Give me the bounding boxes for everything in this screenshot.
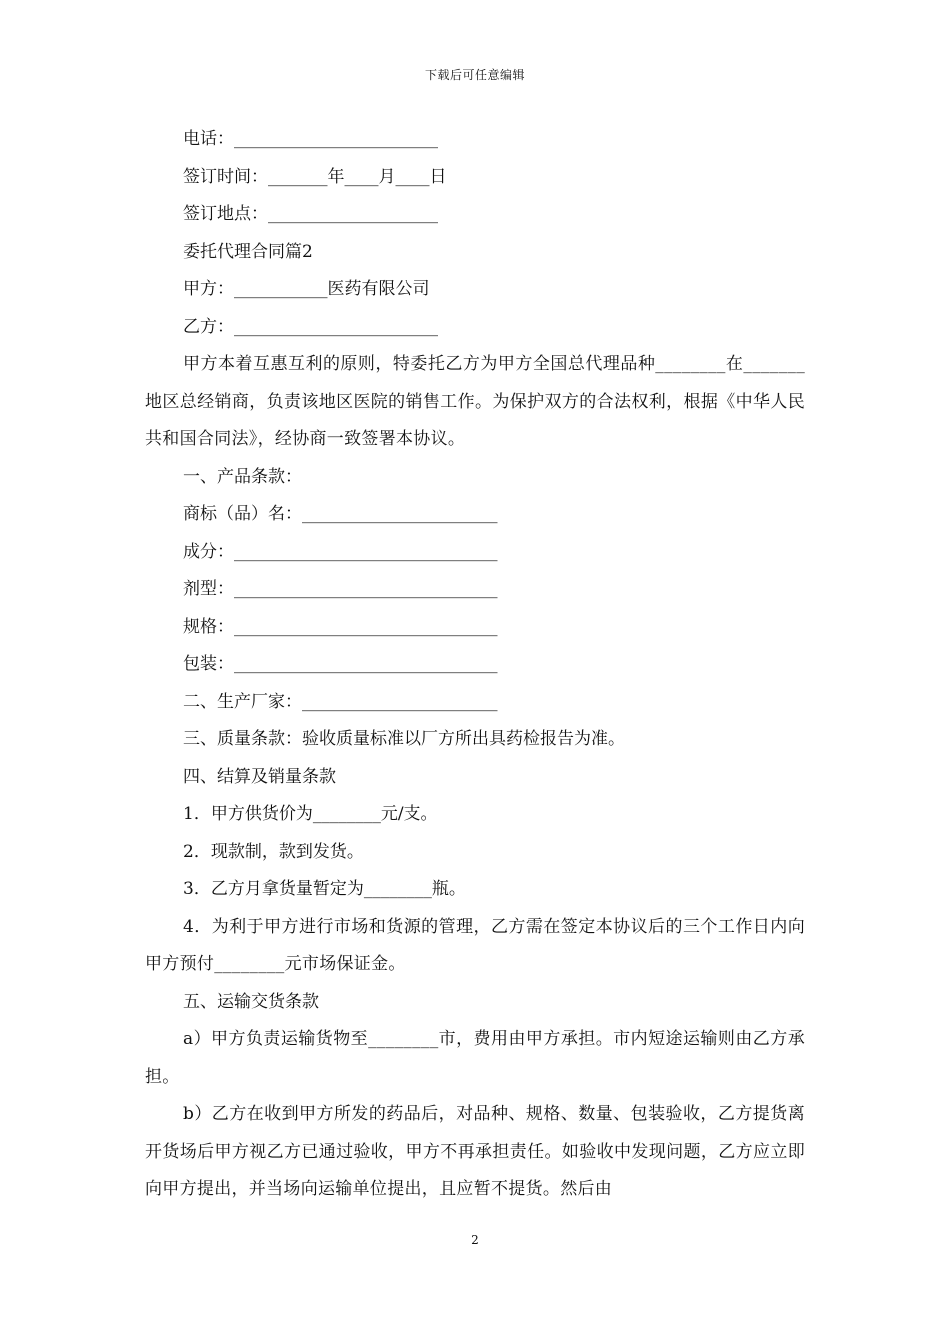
section5-title: 五、运输交货条款 xyxy=(183,991,319,1012)
section4-item3: 3．乙方月拿货量暂定为________瓶。 xyxy=(183,879,466,899)
intro-paragraph: 甲方本着互惠互利的原则，特委托乙方为甲方全国总代理品种________在_______地区总经销商，负责该地区医院的销售工作。为保护双方的合法权利，根据《中华人民共和国合同法》，经协商一致签署本协议。 xyxy=(145,354,805,449)
phone-line: 电话：________________________ xyxy=(183,129,438,149)
packaging-line: 包装：_______________________________ xyxy=(183,654,498,674)
section5-item-b: b）乙方在收到甲方所发的药品后，对品种、规格、数量、包装验收，乙方提货离开货场后甲方视乙方已通过验收，甲方不再承担责任。如验收中发现问题，乙方应立即向甲方提出，并当场向运输单位提出，且应暂不提货。然后由 xyxy=(145,1104,805,1199)
party-a-line: 甲方：___________医药有限公司 xyxy=(183,279,430,299)
page-number: 2 xyxy=(471,1233,479,1247)
dosage-form-line: 剂型：_______________________________ xyxy=(183,579,498,599)
section2-manufacturer: 二、生产厂家：_______________________ xyxy=(183,691,498,712)
section4-item2: 2．现款制，款到发货。 xyxy=(183,841,364,862)
sign-date-line: 签订时间：_______年____月____日 xyxy=(183,166,447,187)
section-title: 委托代理合同篇2 xyxy=(183,241,313,262)
specification-line: 规格：_______________________________ xyxy=(183,616,498,637)
section3-quality: 三、质量条款：验收质量标准以厂方所出具药检报告为准。 xyxy=(183,729,625,749)
section1-title: 一、产品条款： xyxy=(183,466,302,487)
section4-item1: 1．甲方供货价为________元/支。 xyxy=(183,804,438,824)
section4-item4: 4．为利于甲方进行市场和货源的管理，乙方需在签定本协议后的三个工作日内向甲方预付________元市场保证金。 xyxy=(145,916,805,974)
page-header: 下载后可任意编辑 xyxy=(424,68,525,82)
ingredient-line: 成分：_______________________________ xyxy=(183,541,498,562)
section4-title: 四、结算及销量条款 xyxy=(183,766,336,787)
party-b-line: 乙方：________________________ xyxy=(183,316,438,337)
document-body xyxy=(145,121,805,1209)
sign-place-line: 签订地点：____________________ xyxy=(183,204,438,224)
trademark-line: 商标（品）名：_______________________ xyxy=(183,504,498,524)
section5-item-a: a）甲方负责运输货物至________市，费用由甲方承担。市内短途运输则由乙方承担。 xyxy=(145,1029,805,1087)
